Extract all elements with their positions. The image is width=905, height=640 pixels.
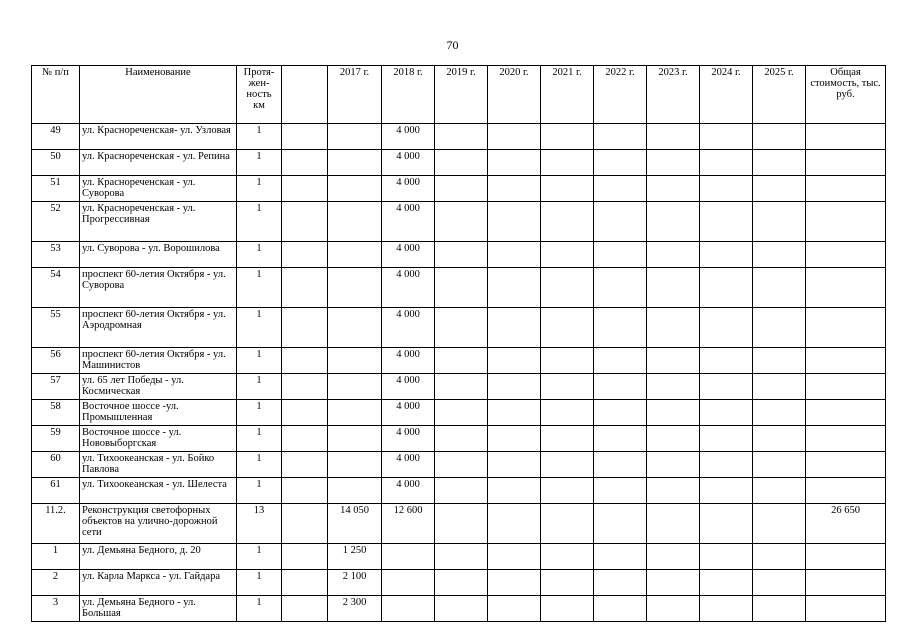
table-row: [32, 570, 886, 596]
row-2023: [647, 202, 700, 242]
row-2022: [594, 268, 647, 308]
table-row: [32, 400, 886, 426]
row-2025: [753, 570, 806, 596]
row-length: 1: [237, 150, 282, 176]
row-2017: [328, 202, 382, 242]
row-length: 1: [237, 596, 282, 622]
budget-table: [31, 65, 886, 622]
row-length: 1: [237, 124, 282, 150]
row-2017: 2 300: [328, 596, 382, 622]
row-2017: 2 100: [328, 570, 382, 596]
row-2021: [541, 544, 594, 570]
row-number: 61: [32, 478, 80, 504]
row-blank: [282, 452, 328, 478]
row-name: ул. Демьяна Бедного, д. 20: [80, 544, 237, 570]
row-2024: [700, 242, 753, 268]
row-2022: [594, 348, 647, 374]
row-2018: 4 000: [382, 202, 435, 242]
row-2018: 4 000: [382, 452, 435, 478]
row-2019: [435, 478, 488, 504]
row-blank: [282, 596, 328, 622]
row-2024: [700, 544, 753, 570]
row-2020: [488, 400, 541, 426]
row-number: 56: [32, 348, 80, 374]
row-number: 57: [32, 374, 80, 400]
row-2019: [435, 452, 488, 478]
row-2017: [328, 308, 382, 348]
page-number: 70: [446, 38, 459, 52]
row-2018: 4 000: [382, 400, 435, 426]
row-length: 1: [237, 268, 282, 308]
row-2022: [594, 374, 647, 400]
row-2022: [594, 400, 647, 426]
row-2020: [488, 596, 541, 622]
row-2018: 4 000: [382, 176, 435, 202]
row-name: ул. Краснореченская - ул. Суворова: [80, 176, 237, 202]
row-length: 1: [237, 242, 282, 268]
row-length: 1: [237, 426, 282, 452]
row-2020: [488, 124, 541, 150]
row-2018: 4 000: [382, 150, 435, 176]
row-name: ул. Краснореченская - ул. Прогрессивная: [80, 202, 237, 242]
row-length: 13: [237, 504, 282, 544]
row-number: 50: [32, 150, 80, 176]
row-2024: [700, 348, 753, 374]
row-name: проспект 60-летия Октября - ул. Аэродромная: [80, 308, 237, 348]
row-2022: [594, 596, 647, 622]
row-2023: [647, 124, 700, 150]
row-total: [806, 268, 886, 308]
row-2025: [753, 596, 806, 622]
row-length: 1: [237, 348, 282, 374]
row-total: [806, 202, 886, 242]
row-length: 1: [237, 544, 282, 570]
row-2023: [647, 452, 700, 478]
row-number: 11.2.: [32, 504, 80, 544]
row-2019: [435, 596, 488, 622]
row-2021: [541, 202, 594, 242]
row-2017: [328, 452, 382, 478]
row-2019: [435, 400, 488, 426]
row-total: [806, 544, 886, 570]
row-number: 54: [32, 268, 80, 308]
table-row: [32, 176, 886, 202]
table-row: [32, 202, 886, 242]
header-2018: 2018 г.: [382, 66, 435, 124]
row-total: 26 650: [806, 504, 886, 544]
row-2024: [700, 176, 753, 202]
row-total: [806, 124, 886, 150]
row-2017: [328, 400, 382, 426]
row-number: 60: [32, 452, 80, 478]
row-2024: [700, 596, 753, 622]
row-number: 59: [32, 426, 80, 452]
row-2020: [488, 202, 541, 242]
header-name: Наименование: [80, 66, 237, 124]
header-2020: 2020 г.: [488, 66, 541, 124]
table-body: [32, 124, 886, 622]
row-number: 49: [32, 124, 80, 150]
row-2023: [647, 150, 700, 176]
row-2019: [435, 570, 488, 596]
row-blank: [282, 504, 328, 544]
row-2017: [328, 374, 382, 400]
row-length: 1: [237, 478, 282, 504]
row-2018: 4 000: [382, 348, 435, 374]
row-name: ул. Краснореченская- ул. Узловая: [80, 124, 237, 150]
row-total: [806, 176, 886, 202]
row-2022: [594, 452, 647, 478]
row-total: [806, 400, 886, 426]
row-blank: [282, 478, 328, 504]
row-2017: [328, 242, 382, 268]
row-2022: [594, 544, 647, 570]
header-blank: [282, 66, 328, 124]
row-name: ул. Краснореченская - ул. Репина: [80, 150, 237, 176]
row-2021: [541, 150, 594, 176]
row-total: [806, 242, 886, 268]
row-2017: 1 250: [328, 544, 382, 570]
row-2019: [435, 308, 488, 348]
row-total: [806, 374, 886, 400]
table-row: [32, 150, 886, 176]
row-2024: [700, 308, 753, 348]
row-2020: [488, 348, 541, 374]
row-2023: [647, 596, 700, 622]
row-length: 1: [237, 400, 282, 426]
row-2023: [647, 504, 700, 544]
row-2019: [435, 176, 488, 202]
row-2020: [488, 478, 541, 504]
row-2024: [700, 570, 753, 596]
row-2020: [488, 176, 541, 202]
header-2022: 2022 г.: [594, 66, 647, 124]
row-total: [806, 308, 886, 348]
row-name: проспект 60-летия Октября - ул. Суворова: [80, 268, 237, 308]
row-blank: [282, 570, 328, 596]
header-2024: 2024 г.: [700, 66, 753, 124]
row-2025: [753, 268, 806, 308]
row-2019: [435, 202, 488, 242]
row-2021: [541, 374, 594, 400]
row-2018: 4 000: [382, 478, 435, 504]
row-number: 58: [32, 400, 80, 426]
row-total: [806, 150, 886, 176]
row-2022: [594, 124, 647, 150]
row-2018: 12 600: [382, 504, 435, 544]
row-2021: [541, 478, 594, 504]
header-2019: 2019 г.: [435, 66, 488, 124]
row-total: [806, 426, 886, 452]
row-length: 1: [237, 308, 282, 348]
table-row: [32, 308, 886, 348]
row-2023: [647, 242, 700, 268]
row-2023: [647, 308, 700, 348]
row-2023: [647, 426, 700, 452]
row-2020: [488, 150, 541, 176]
row-2022: [594, 570, 647, 596]
row-2019: [435, 268, 488, 308]
row-2024: [700, 150, 753, 176]
row-2022: [594, 308, 647, 348]
table-row: [32, 242, 886, 268]
row-2025: [753, 242, 806, 268]
table-row: [32, 452, 886, 478]
row-blank: [282, 426, 328, 452]
row-2025: [753, 426, 806, 452]
row-2020: [488, 374, 541, 400]
row-2018: 4 000: [382, 426, 435, 452]
row-2025: [753, 544, 806, 570]
row-length: 1: [237, 374, 282, 400]
row-total: [806, 452, 886, 478]
row-2023: [647, 348, 700, 374]
row-2025: [753, 348, 806, 374]
row-length: 1: [237, 570, 282, 596]
row-blank: [282, 348, 328, 374]
row-2025: [753, 452, 806, 478]
row-2021: [541, 426, 594, 452]
table-row: [32, 374, 886, 400]
row-number: 55: [32, 308, 80, 348]
row-name: Восточное шоссе - ул. Нововыборгская: [80, 426, 237, 452]
header-2017: 2017 г.: [328, 66, 382, 124]
row-2017: [328, 268, 382, 308]
table-row: [32, 124, 886, 150]
row-total: [806, 348, 886, 374]
row-blank: [282, 124, 328, 150]
row-2019: [435, 348, 488, 374]
row-2019: [435, 124, 488, 150]
row-2019: [435, 150, 488, 176]
row-2023: [647, 374, 700, 400]
row-number: 53: [32, 242, 80, 268]
row-number: 3: [32, 596, 80, 622]
row-2023: [647, 400, 700, 426]
row-2019: [435, 374, 488, 400]
row-2020: [488, 452, 541, 478]
row-2019: [435, 544, 488, 570]
row-2022: [594, 504, 647, 544]
row-2019: [435, 242, 488, 268]
row-2024: [700, 268, 753, 308]
row-2019: [435, 426, 488, 452]
header-total: Общая стоимость, тыс. руб.: [806, 66, 886, 124]
table-row: [32, 348, 886, 374]
row-2020: [488, 242, 541, 268]
row-2024: [700, 124, 753, 150]
row-2022: [594, 150, 647, 176]
row-2023: [647, 176, 700, 202]
row-2025: [753, 150, 806, 176]
row-2020: [488, 504, 541, 544]
row-2024: [700, 452, 753, 478]
row-name: ул. Тихоокеанская - ул. Бойко Павлова: [80, 452, 237, 478]
row-blank: [282, 374, 328, 400]
row-2025: [753, 374, 806, 400]
row-2018: 4 000: [382, 308, 435, 348]
row-2024: [700, 504, 753, 544]
row-2017: [328, 348, 382, 374]
row-2021: [541, 242, 594, 268]
row-2018: 4 000: [382, 374, 435, 400]
row-2025: [753, 176, 806, 202]
row-name: ул. Карла Маркса - ул. Гайдара: [80, 570, 237, 596]
row-blank: [282, 242, 328, 268]
row-number: 52: [32, 202, 80, 242]
row-2022: [594, 202, 647, 242]
row-2025: [753, 202, 806, 242]
row-2020: [488, 308, 541, 348]
row-2017: [328, 124, 382, 150]
row-2023: [647, 570, 700, 596]
table-row: [32, 478, 886, 504]
row-name: Реконструкция светофорных объектов на улично-дорожной сети: [80, 504, 237, 544]
row-2021: [541, 400, 594, 426]
row-2024: [700, 426, 753, 452]
row-2021: [541, 452, 594, 478]
row-2021: [541, 268, 594, 308]
row-2025: [753, 504, 806, 544]
row-2017: [328, 150, 382, 176]
row-number: 1: [32, 544, 80, 570]
row-blank: [282, 150, 328, 176]
table-row: [32, 268, 886, 308]
row-length: 1: [237, 202, 282, 242]
row-name: Восточное шоссе -ул. Промышленная: [80, 400, 237, 426]
table-row: [32, 426, 886, 452]
row-total: [806, 478, 886, 504]
row-2018: [382, 570, 435, 596]
table-row: [32, 544, 886, 570]
row-name: проспект 60-летия Октября - ул. Машинистов: [80, 348, 237, 374]
row-2024: [700, 478, 753, 504]
row-2018: 4 000: [382, 268, 435, 308]
row-2023: [647, 268, 700, 308]
row-blank: [282, 268, 328, 308]
row-2024: [700, 400, 753, 426]
row-2019: [435, 504, 488, 544]
table-header-row: [32, 66, 886, 124]
row-2021: [541, 308, 594, 348]
row-2020: [488, 544, 541, 570]
row-name: ул. Тихоокеанская - ул. Шелеста: [80, 478, 237, 504]
row-2024: [700, 374, 753, 400]
row-blank: [282, 202, 328, 242]
table-row: [32, 596, 886, 622]
row-2021: [541, 124, 594, 150]
row-name: ул. Суворова - ул. Ворошилова: [80, 242, 237, 268]
row-blank: [282, 544, 328, 570]
row-2021: [541, 570, 594, 596]
row-2017: [328, 176, 382, 202]
row-2020: [488, 426, 541, 452]
row-2023: [647, 478, 700, 504]
row-2021: [541, 176, 594, 202]
row-2018: [382, 596, 435, 622]
row-length: 1: [237, 176, 282, 202]
row-2017: [328, 478, 382, 504]
row-2022: [594, 426, 647, 452]
row-2025: [753, 308, 806, 348]
row-2022: [594, 176, 647, 202]
header-number: № п/п: [32, 66, 80, 124]
header-length: Протя- жен- ность км: [237, 66, 282, 124]
row-2024: [700, 202, 753, 242]
row-2017: [328, 426, 382, 452]
row-blank: [282, 400, 328, 426]
row-number: 51: [32, 176, 80, 202]
row-length: 1: [237, 452, 282, 478]
row-2022: [594, 478, 647, 504]
row-name: ул. Демьяна Бедного - ул. Большая: [80, 596, 237, 622]
row-2025: [753, 400, 806, 426]
row-number: 2: [32, 570, 80, 596]
row-2023: [647, 544, 700, 570]
row-blank: [282, 176, 328, 202]
row-2021: [541, 348, 594, 374]
row-blank: [282, 308, 328, 348]
header-2025: 2025 г.: [753, 66, 806, 124]
row-2025: [753, 124, 806, 150]
row-total: [806, 596, 886, 622]
table-row: [32, 504, 886, 544]
header-2021: 2021 г.: [541, 66, 594, 124]
row-2018: 4 000: [382, 124, 435, 150]
row-2017: 14 050: [328, 504, 382, 544]
row-2018: [382, 544, 435, 570]
row-2018: 4 000: [382, 242, 435, 268]
row-2020: [488, 570, 541, 596]
row-2021: [541, 504, 594, 544]
row-total: [806, 570, 886, 596]
row-name: ул. 65 лет Победы - ул. Космическая: [80, 374, 237, 400]
header-2023: 2023 г.: [647, 66, 700, 124]
row-2025: [753, 478, 806, 504]
row-2020: [488, 268, 541, 308]
row-2022: [594, 242, 647, 268]
row-2021: [541, 596, 594, 622]
